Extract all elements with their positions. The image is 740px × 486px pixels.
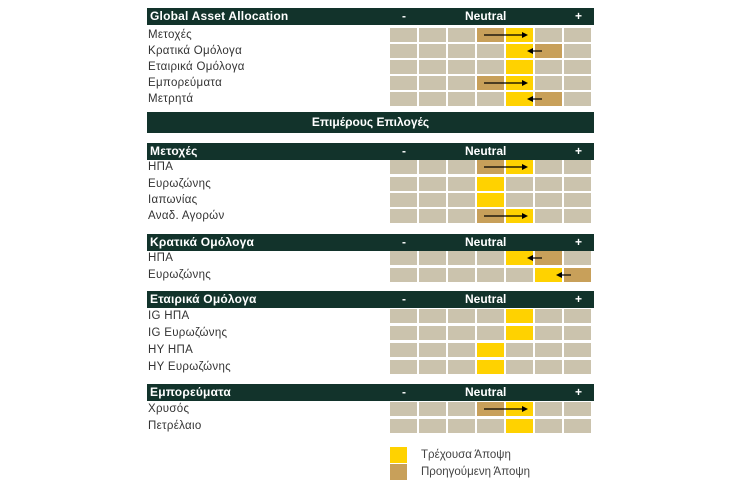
scale-cell [419,360,446,374]
scale-cell [448,343,475,357]
scale-cell [564,76,591,90]
scale-cell [390,209,417,223]
scale-cell [448,419,475,433]
current-view-cell [506,419,533,433]
allocation-row [147,43,594,59]
scale-cell [564,28,591,42]
scale-cell [419,402,446,416]
scale-cell [564,193,591,207]
category-title: Εμπορεύματα [150,385,231,399]
scale-cell [448,160,475,174]
category-header [147,291,594,308]
scale-cell [506,193,533,207]
row-label: HY Ευρωζώνης [148,361,232,373]
scale-cell [419,76,446,90]
allocation-row [147,308,594,324]
minus-label: - [402,292,406,306]
scale-cell [448,402,475,416]
category-title: Εταιρικά Ομόλογα [150,292,257,306]
scale-cell [390,160,417,174]
scale-cell [477,309,504,323]
scale-cell [564,209,591,223]
row-label: Ιαπωνίας [148,194,198,206]
neutral-label: Neutral [465,385,507,399]
allocation-row [147,359,594,375]
scale-cell [419,268,446,282]
current-view-cell [477,360,504,374]
scale-cell [535,160,562,174]
scale-cell [448,326,475,340]
current-view-cell [506,326,533,340]
row-label: Μετοχές [148,29,192,41]
allocation-row [147,342,594,358]
scale-cell [419,251,446,265]
scale-cell [564,343,591,357]
minus-label: - [402,9,406,23]
scale-cell [564,419,591,433]
scale-cell [448,309,475,323]
scale-cell [448,177,475,191]
change-arrow-icon [527,46,543,56]
scale-cell [535,309,562,323]
neutral-label: Neutral [465,9,507,23]
scale-cell [419,177,446,191]
category-header [147,8,594,25]
row-label: Χρυσός [148,403,190,415]
scale-cell [448,360,475,374]
minus-label: - [402,235,406,249]
scale-cell [448,209,475,223]
row-label: Ευρωζώνης [148,269,212,281]
scale-cell [564,360,591,374]
scale-cell [535,402,562,416]
legend-previous-label: Προηγούμενη Άποψη [421,466,530,478]
section-title: Επιμέρους Επιλογές [311,115,430,129]
allocation-row [147,208,594,224]
scale-cell [390,309,417,323]
change-arrow-icon [483,78,529,88]
scale-cell [448,76,475,90]
plus-label: + [575,9,583,23]
scale-cell [564,92,591,106]
minus-label: - [402,385,406,399]
plus-label: + [575,235,583,249]
current-view-cell [477,193,504,207]
row-label: ΗΠΑ [148,161,174,173]
scale-cell [419,343,446,357]
scale-cell [419,326,446,340]
scale-cell [419,209,446,223]
allocation-row [147,325,594,341]
category-title: Κρατικά Ομόλογα [150,235,255,249]
category-title: Global Asset Allocation [150,9,289,23]
scale-cell [477,326,504,340]
scale-cell [448,44,475,58]
scale-cell [564,309,591,323]
category-header [147,384,594,401]
scale-cell [390,177,417,191]
scale-cell [390,360,417,374]
scale-cell [535,177,562,191]
scale-cell [390,419,417,433]
scale-cell [390,326,417,340]
change-arrow-icon [483,211,529,221]
scale-cell [535,28,562,42]
plus-label: + [575,292,583,306]
scale-cell [535,326,562,340]
row-label: Αναδ. Αγορών [148,210,225,222]
row-label: Εταιρικά Ομόλογα [148,61,245,73]
allocation-row [147,27,594,43]
legend-current-label: Τρέχουσα Άποψη [421,449,511,461]
scale-cell [390,343,417,357]
scale-cell [535,343,562,357]
scale-cell [535,193,562,207]
change-arrow-icon [483,30,529,40]
allocation-row [147,176,594,192]
row-label: HY ΗΠΑ [148,344,194,356]
scale-cell [390,44,417,58]
scale-cell [535,60,562,74]
scale-cell [448,268,475,282]
current-view-cell [506,60,533,74]
scale-cell [390,251,417,265]
scale-cell [419,44,446,58]
legend-previous-swatch [390,464,407,480]
change-arrow-icon [483,162,529,172]
legend-current-swatch [390,447,407,463]
scale-cell [419,92,446,106]
scale-cell [535,360,562,374]
scale-cell [419,28,446,42]
allocation-row [147,192,594,208]
scale-cell [390,193,417,207]
row-label: IG ΗΠΑ [148,310,190,322]
scale-cell [564,44,591,58]
scale-cell [564,251,591,265]
allocation-row [147,75,594,91]
category-title: Μετοχές [150,144,198,158]
plus-label: + [575,385,583,399]
allocation-row [147,59,594,75]
scale-cell [448,60,475,74]
row-label: Ευρωζώνης [148,178,212,190]
scale-cell [477,92,504,106]
scale-cell [390,76,417,90]
scale-cell [390,268,417,282]
row-label: Πετρέλαιο [148,420,202,432]
change-arrow-icon [556,270,572,280]
row-label: IG Ευρωζώνης [148,327,228,339]
category-header [147,234,594,251]
allocation-row [147,418,594,434]
current-view-cell [506,309,533,323]
scale-cell [506,360,533,374]
allocation-row [147,250,594,266]
scale-cell [448,251,475,265]
change-arrow-icon [527,94,543,104]
scale-cell [564,402,591,416]
scale-cell [419,60,446,74]
current-view-cell [477,343,504,357]
scale-cell [564,160,591,174]
change-arrow-icon [483,404,529,414]
neutral-label: Neutral [465,235,507,249]
scale-cell [477,251,504,265]
allocation-row [147,267,594,283]
scale-cell [535,419,562,433]
plus-label: + [575,144,583,158]
scale-cell [390,60,417,74]
scale-cell [419,160,446,174]
scale-cell [419,309,446,323]
scale-cell [448,193,475,207]
scale-cell [477,44,504,58]
scale-cell [448,92,475,106]
neutral-label: Neutral [465,292,507,306]
allocation-row [147,159,594,175]
scale-cell [506,343,533,357]
scale-cell [564,177,591,191]
section-header [147,112,594,133]
row-label: Εμπορεύματα [148,77,223,89]
neutral-label: Neutral [465,144,507,158]
scale-cell [535,209,562,223]
row-label: ΗΠΑ [148,252,174,264]
allocation-row [147,401,594,417]
scale-cell [506,177,533,191]
scale-cell [390,92,417,106]
scale-cell [477,268,504,282]
scale-cell [477,419,504,433]
current-view-cell [477,177,504,191]
scale-cell [390,402,417,416]
scale-cell [390,28,417,42]
scale-cell [448,28,475,42]
scale-cell [564,60,591,74]
scale-cell [477,60,504,74]
row-label: Κρατικά Ομόλογα [148,45,243,57]
allocation-row [147,91,594,107]
row-label: Μετρητά [148,93,194,105]
scale-cell [535,76,562,90]
change-arrow-icon [527,253,543,263]
scale-cell [419,193,446,207]
scale-cell [506,268,533,282]
scale-cell [564,326,591,340]
scale-cell [419,419,446,433]
minus-label: - [402,144,406,158]
category-header [147,143,594,160]
